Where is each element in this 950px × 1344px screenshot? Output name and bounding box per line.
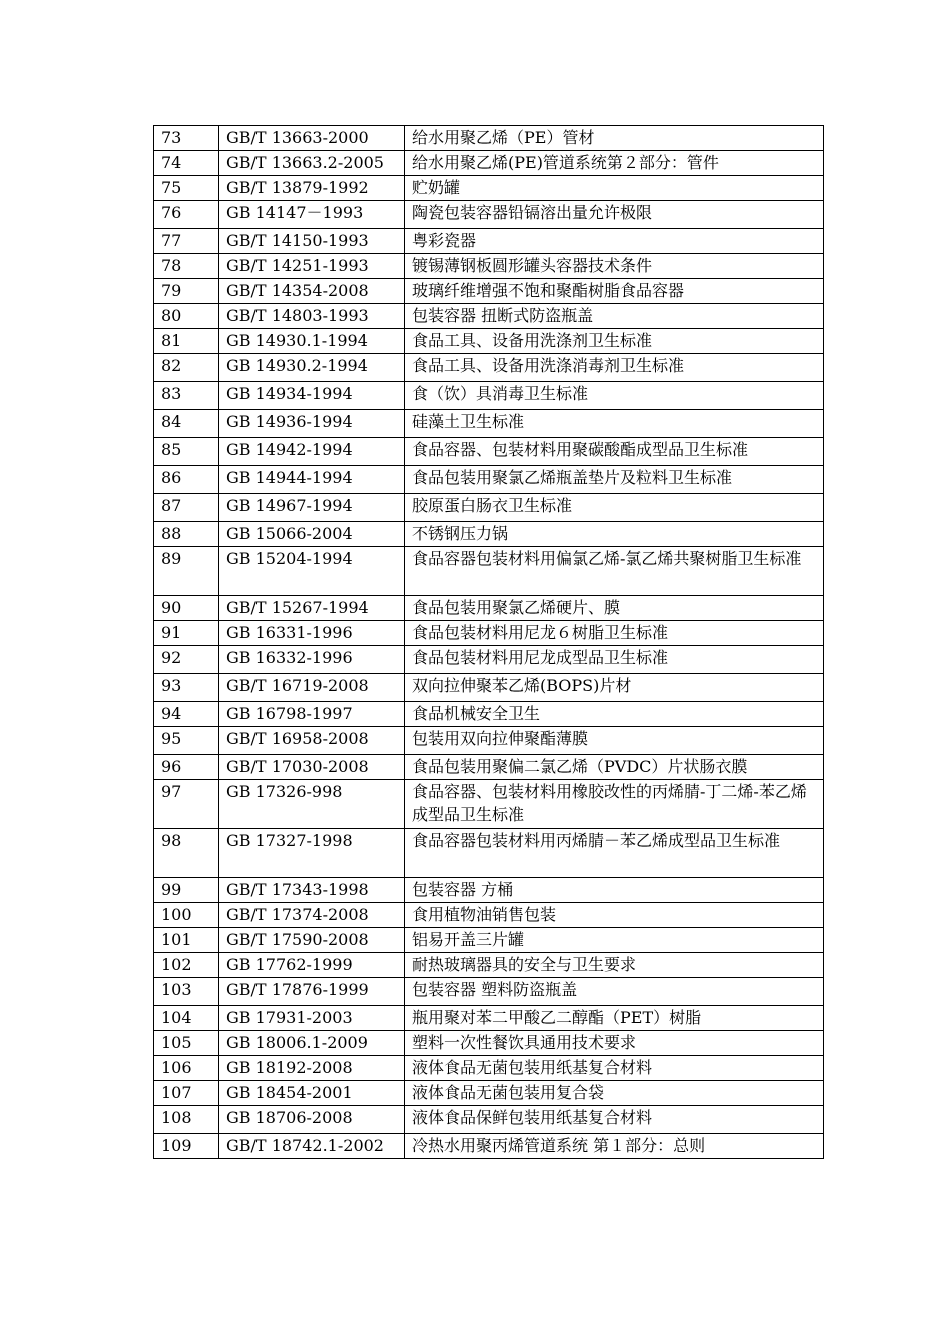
- row-number-cell: 89: [154, 547, 219, 596]
- row-number-cell: 79: [154, 279, 219, 304]
- standards-table-body: [154, 126, 824, 1159]
- row-number-cell: 99: [154, 878, 219, 903]
- table-row: [154, 621, 824, 646]
- row-number-cell: 93: [154, 674, 219, 702]
- standard-code-cell: GB 16798-1997: [219, 702, 405, 727]
- standard-name-cell: 贮奶罐: [405, 176, 824, 201]
- standard-code-cell: GB 16332-1996: [219, 646, 405, 674]
- row-number-cell: 106: [154, 1056, 219, 1081]
- standard-code-cell: GB 16331-1996: [219, 621, 405, 646]
- standard-name-cell: 食品容器包装材料用偏氯乙烯-氯乙烯共聚树脂卫生标准: [405, 547, 824, 596]
- standard-name-cell: 胶原蛋白肠衣卫生标准: [405, 494, 824, 522]
- standard-name-cell: 食品容器、包装材料用橡胶改性的丙烯腈-丁二烯-苯乙烯成型品卫生标准: [405, 780, 824, 829]
- table-row: [154, 978, 824, 1006]
- standard-code-cell: GB/T 14354-2008: [219, 279, 405, 304]
- standard-code-cell: GB/T 18742.1-2002: [219, 1134, 405, 1159]
- standard-code-cell: GB/T 16719-2008: [219, 674, 405, 702]
- table-row: [154, 304, 824, 329]
- standard-name-cell: 冷热水用聚丙烯管道系统 第１部分：总则: [405, 1134, 824, 1159]
- row-number-cell: 83: [154, 382, 219, 410]
- standard-code-cell: GB 14967-1994: [219, 494, 405, 522]
- standard-name-cell: 包装用双向拉伸聚酯薄膜: [405, 727, 824, 755]
- standard-name-cell: 食品容器、包装材料用聚碳酸酯成型品卫生标准: [405, 438, 824, 466]
- standard-code-cell: GB/T 14251-1993: [219, 254, 405, 279]
- standard-name-cell: 包装容器 扭断式防盗瓶盖: [405, 304, 824, 329]
- table-row: [154, 727, 824, 755]
- row-number-cell: 94: [154, 702, 219, 727]
- standard-code-cell: GB/T 17343-1998: [219, 878, 405, 903]
- table-row: [154, 1134, 824, 1159]
- table-row: [154, 596, 824, 621]
- table-row: [154, 674, 824, 702]
- row-number-cell: 103: [154, 978, 219, 1006]
- standard-code-cell: GB 15066-2004: [219, 522, 405, 547]
- standard-code-cell: GB/T 15267-1994: [219, 596, 405, 621]
- standard-name-cell: 瓶用聚对苯二甲酸乙二醇酯（PET）树脂: [405, 1006, 824, 1031]
- row-number-cell: 108: [154, 1106, 219, 1134]
- table-row: [154, 646, 824, 674]
- standard-name-cell: 塑料一次性餐饮具通用技术要求: [405, 1031, 824, 1056]
- row-number-cell: 88: [154, 522, 219, 547]
- table-row: [154, 953, 824, 978]
- standard-name-cell: 液体食品无菌包装用复合袋: [405, 1081, 824, 1106]
- row-number-cell: 82: [154, 354, 219, 382]
- row-number-cell: 107: [154, 1081, 219, 1106]
- standard-name-cell: 玻璃纤维增强不饱和聚酯树脂食品容器: [405, 279, 824, 304]
- table-row: [154, 151, 824, 176]
- table-row: [154, 780, 824, 829]
- row-number-cell: 97: [154, 780, 219, 829]
- table-row: [154, 1106, 824, 1134]
- standard-code-cell: GB 14930.1-1994: [219, 329, 405, 354]
- standard-code-cell: GB/T 14803-1993: [219, 304, 405, 329]
- table-row: [154, 254, 824, 279]
- row-number-cell: 101: [154, 928, 219, 953]
- row-number-cell: 86: [154, 466, 219, 494]
- standard-name-cell: 食品工具、设备用洗涤消毒剂卫生标准: [405, 354, 824, 382]
- table-row: [154, 329, 824, 354]
- table-row: [154, 522, 824, 547]
- standard-code-cell: GB 18192-2008: [219, 1056, 405, 1081]
- row-number-cell: 98: [154, 829, 219, 878]
- table-row: [154, 903, 824, 928]
- row-number-cell: 104: [154, 1006, 219, 1031]
- row-number-cell: 100: [154, 903, 219, 928]
- table-row: [154, 829, 824, 878]
- standard-name-cell: 耐热玻璃器具的安全与卫生要求: [405, 953, 824, 978]
- standard-code-cell: GB 14930.2-1994: [219, 354, 405, 382]
- standard-code-cell: GB/T 13663.2-2005: [219, 151, 405, 176]
- row-number-cell: 90: [154, 596, 219, 621]
- table-row: [154, 354, 824, 382]
- standard-code-cell: GB 14936-1994: [219, 410, 405, 438]
- standard-code-cell: GB/T 17374-2008: [219, 903, 405, 928]
- standard-name-cell: 食品包装材料用尼龙成型品卫生标准: [405, 646, 824, 674]
- row-number-cell: 102: [154, 953, 219, 978]
- standard-code-cell: GB 15204-1994: [219, 547, 405, 596]
- standard-name-cell: 食品包装用聚氯乙烯硬片、膜: [405, 596, 824, 621]
- standard-name-cell: 给水用聚乙烯(PE)管道系统第２部分：管件: [405, 151, 824, 176]
- table-row: [154, 176, 824, 201]
- standard-name-cell: 食品工具、设备用洗涤剂卫生标准: [405, 329, 824, 354]
- standard-code-cell: GB/T 17876-1999: [219, 978, 405, 1006]
- standard-code-cell: GB 17931-2003: [219, 1006, 405, 1031]
- table-row: [154, 928, 824, 953]
- row-number-cell: 84: [154, 410, 219, 438]
- table-row: [154, 1081, 824, 1106]
- standard-name-cell: 陶瓷包装容器铅镉溶出量允许极限: [405, 201, 824, 229]
- standard-name-cell: 给水用聚乙烯（PE）管材: [405, 126, 824, 151]
- standard-code-cell: GB/T 16958-2008: [219, 727, 405, 755]
- standard-name-cell: 食品容器包装材料用丙烯腈－苯乙烯成型品卫生标准: [405, 829, 824, 878]
- row-number-cell: 96: [154, 755, 219, 780]
- standard-name-cell: 食品包装用聚氯乙烯瓶盖垫片及粒料卫生标准: [405, 466, 824, 494]
- standard-name-cell: 包装容器 方桶: [405, 878, 824, 903]
- table-row: [154, 229, 824, 254]
- standard-code-cell: GB 18454-2001: [219, 1081, 405, 1106]
- table-row: [154, 494, 824, 522]
- row-number-cell: 73: [154, 126, 219, 151]
- standard-code-cell: GB 18006.1-2009: [219, 1031, 405, 1056]
- table-row: [154, 755, 824, 780]
- table-row: [154, 126, 824, 151]
- table-row: [154, 438, 824, 466]
- row-number-cell: 81: [154, 329, 219, 354]
- row-number-cell: 105: [154, 1031, 219, 1056]
- row-number-cell: 74: [154, 151, 219, 176]
- row-number-cell: 109: [154, 1134, 219, 1159]
- standards-table: [153, 125, 824, 1159]
- standard-code-cell: GB/T 13879-1992: [219, 176, 405, 201]
- standard-name-cell: 食品包装材料用尼龙６树脂卫生标准: [405, 621, 824, 646]
- standard-code-cell: GB/T 17030-2008: [219, 755, 405, 780]
- standard-name-cell: 液体食品保鲜包装用纸基复合材料: [405, 1106, 824, 1134]
- standard-name-cell: 粤彩瓷器: [405, 229, 824, 254]
- table-row: [154, 547, 824, 596]
- row-number-cell: 91: [154, 621, 219, 646]
- standard-code-cell: GB 17762-1999: [219, 953, 405, 978]
- standard-code-cell: GB 14934-1994: [219, 382, 405, 410]
- row-number-cell: 87: [154, 494, 219, 522]
- row-number-cell: 76: [154, 201, 219, 229]
- table-row: [154, 279, 824, 304]
- table-row: [154, 1031, 824, 1056]
- standard-name-cell: 食品包装用聚偏二氯乙烯（PVDC）片状肠衣膜: [405, 755, 824, 780]
- table-row: [154, 382, 824, 410]
- standard-name-cell: 液体食品无菌包装用纸基复合材料: [405, 1056, 824, 1081]
- standard-name-cell: 镀锡薄钢板圆形罐头容器技术条件: [405, 254, 824, 279]
- row-number-cell: 78: [154, 254, 219, 279]
- standard-name-cell: 铝易开盖三片罐: [405, 928, 824, 953]
- table-row: [154, 410, 824, 438]
- table-row: [154, 201, 824, 229]
- table-row: [154, 1056, 824, 1081]
- row-number-cell: 85: [154, 438, 219, 466]
- standard-code-cell: GB/T 17590-2008: [219, 928, 405, 953]
- table-row: [154, 702, 824, 727]
- standard-name-cell: 硅藻土卫生标准: [405, 410, 824, 438]
- table-row: [154, 878, 824, 903]
- standard-name-cell: 包装容器 塑料防盗瓶盖: [405, 978, 824, 1006]
- standard-name-cell: 食（饮）具消毒卫生标准: [405, 382, 824, 410]
- row-number-cell: 77: [154, 229, 219, 254]
- standard-name-cell: 食品机械安全卫生: [405, 702, 824, 727]
- standard-code-cell: GB 17327-1998: [219, 829, 405, 878]
- table-row: [154, 1006, 824, 1031]
- row-number-cell: 92: [154, 646, 219, 674]
- standard-code-cell: GB/T 14150-1993: [219, 229, 405, 254]
- standard-name-cell: 双向拉伸聚苯乙烯(BOPS)片材: [405, 674, 824, 702]
- row-number-cell: 95: [154, 727, 219, 755]
- standard-name-cell: 食用植物油销售包装: [405, 903, 824, 928]
- standard-code-cell: GB 14942-1994: [219, 438, 405, 466]
- standard-code-cell: GB 14147－1993: [219, 201, 405, 229]
- standard-code-cell: GB 14944-1994: [219, 466, 405, 494]
- row-number-cell: 80: [154, 304, 219, 329]
- standard-code-cell: GB 18706-2008: [219, 1106, 405, 1134]
- row-number-cell: 75: [154, 176, 219, 201]
- standard-code-cell: GB/T 13663-2000: [219, 126, 405, 151]
- standard-name-cell: 不锈钢压力锅: [405, 522, 824, 547]
- table-row: [154, 466, 824, 494]
- standard-code-cell: GB 17326-998: [219, 780, 405, 829]
